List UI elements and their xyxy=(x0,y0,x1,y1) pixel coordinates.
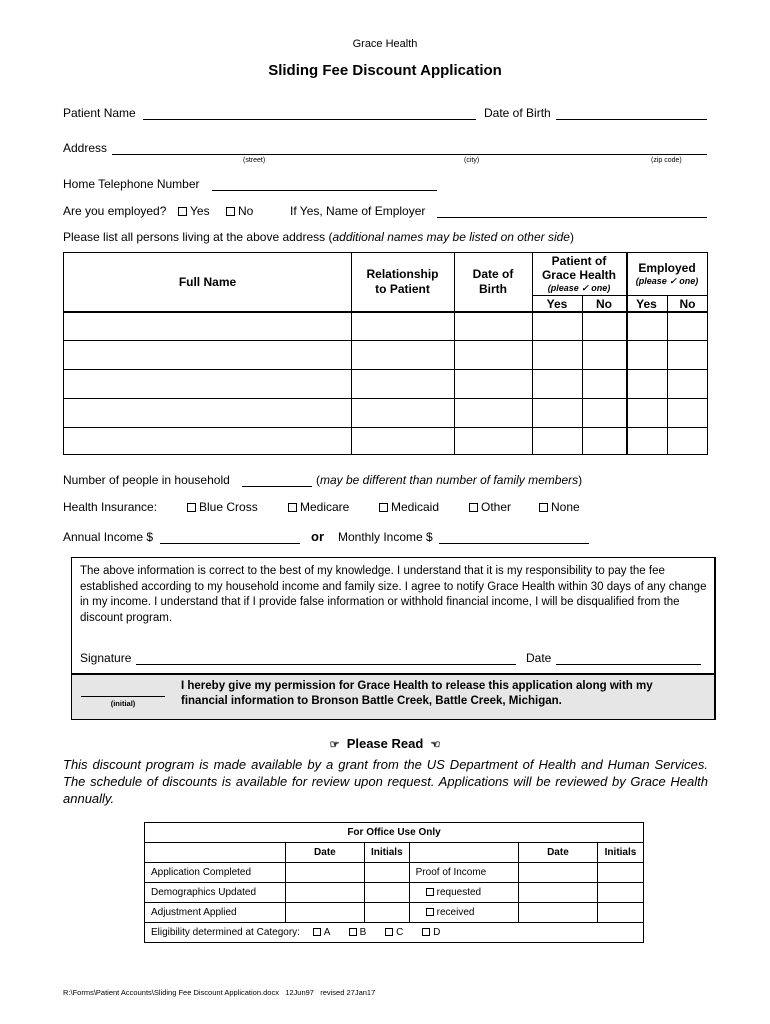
category-a-option[interactable]: A xyxy=(313,927,330,938)
annual-income-label: Annual Income $ xyxy=(63,530,154,544)
employed-no-option[interactable]: No xyxy=(226,204,253,218)
col-dob-1: Date of xyxy=(472,267,514,281)
checkbox-icon xyxy=(313,928,321,936)
office-date-header-2: Date xyxy=(518,843,597,863)
checkbox-icon xyxy=(426,908,434,916)
employer-field[interactable] xyxy=(437,204,707,218)
footer-path: R:\Forms\Patient Accounts\Sliding Fee Discount Application.docx 12Jun97 revised 27Jan17 xyxy=(63,988,376,997)
table-row[interactable] xyxy=(64,399,708,427)
table-row[interactable] xyxy=(64,428,708,454)
please-read-heading: ☞ Please Read ☜ xyxy=(329,736,441,751)
checkbox-icon xyxy=(379,503,388,512)
col-full-name: Full Name xyxy=(178,275,237,289)
list-instruction: Please list all persons living at the above address (additional names may be listed on other side) xyxy=(63,230,574,244)
office-requested-option[interactable]: requested xyxy=(409,883,518,903)
checkbox-icon xyxy=(226,207,235,216)
form-title: Sliding Fee Discount Application xyxy=(268,62,502,79)
income-or: or xyxy=(311,529,324,544)
phone-field[interactable] xyxy=(212,177,437,191)
col-relationship-1: Relationship xyxy=(366,267,439,281)
permission-line-1: I hereby give my permission for Grace Health to release this application along with my xyxy=(181,680,653,692)
signature-field[interactable] xyxy=(136,651,516,665)
office-row-adjustment: Adjustment Applied xyxy=(145,903,286,923)
household-count-field[interactable] xyxy=(242,473,312,487)
col-relationship-2: to Patient xyxy=(375,282,430,296)
col-employed: Employed xyxy=(638,261,696,275)
table-row[interactable] xyxy=(64,370,708,398)
col-patient-of-2: Grace Health xyxy=(541,268,617,282)
patient-name-field[interactable] xyxy=(143,106,476,120)
employed-yes-option[interactable]: Yes xyxy=(178,204,210,218)
signature-label: Signature xyxy=(80,651,132,665)
insurance-medicare[interactable]: Medicare xyxy=(288,500,349,514)
office-row-demographics: Demographics Updated xyxy=(145,883,286,903)
insurance-other[interactable]: Other xyxy=(469,500,511,514)
checkbox-icon xyxy=(178,207,187,216)
notice-text: This discount program is made available by a grant from the US Department of Health and Human Services. The schedule of discounts is available for review upon request. Applications will be reviewed by Grace Health annually. xyxy=(63,757,708,806)
office-date-header: Date xyxy=(285,843,364,863)
patient-name-label: Patient Name xyxy=(63,106,136,120)
category-d-option[interactable]: D xyxy=(422,927,440,938)
employed-question: Are you employed? xyxy=(63,204,167,218)
pointing-hand-icon: ☜ xyxy=(430,739,441,751)
office-row-app-completed: Application Completed xyxy=(145,863,286,883)
office-eligibility-row: Eligibility determined at Category: A B C D xyxy=(145,923,644,943)
table-row[interactable] xyxy=(64,341,708,369)
signature-date-field[interactable] xyxy=(556,651,701,665)
address-label: Address xyxy=(63,141,108,155)
household-count-label: Number of people in household xyxy=(63,473,230,487)
insurance-medicaid[interactable]: Medicaid xyxy=(379,500,439,514)
household-table xyxy=(63,252,708,455)
col-employed-no: No xyxy=(679,297,696,311)
initial-field[interactable] xyxy=(81,683,165,697)
certification-text: The above information is correct to the best of my knowledge. I understand that it is my responsibility to pay the fee established according to my household income and family size. I agree to notify Grace Health within 30 days of any change in my income. I understand that if I provide false information or withhold financial income, I will be disqualified from the discount program. xyxy=(80,565,707,624)
phone-label: Home Telephone Number xyxy=(63,177,200,191)
certification-box xyxy=(71,557,716,720)
insurance-blue-cross[interactable]: Blue Cross xyxy=(187,500,258,514)
checkbox-icon xyxy=(539,503,548,512)
office-initials-header: Initials xyxy=(364,843,409,863)
col-patient-please-one: (please ✓ one) xyxy=(547,283,611,293)
signature-date-label: Date xyxy=(526,651,552,665)
table-row[interactable] xyxy=(64,312,708,340)
office-initials-header-2: Initials xyxy=(598,843,644,863)
col-employed-yes: Yes xyxy=(636,297,657,311)
employer-label: If Yes, Name of Employer xyxy=(290,204,426,218)
checkbox-icon xyxy=(187,503,196,512)
street-caption: (street) xyxy=(243,157,266,164)
checkbox-icon xyxy=(426,888,434,896)
permission-line-2: financial information to Bronson Battle Creek, Battle Creek, Michigan. xyxy=(181,695,562,707)
monthly-income-field[interactable] xyxy=(439,530,589,544)
checkbox-icon xyxy=(385,928,393,936)
monthly-income-label: Monthly Income $ xyxy=(338,530,433,544)
zip-caption: (zip code) xyxy=(651,157,682,164)
col-patient-no: No xyxy=(596,297,612,311)
col-patient-yes: Yes xyxy=(546,297,568,311)
city-caption: (city) xyxy=(464,157,480,164)
col-employed-please-one: (please ✓ one) xyxy=(635,276,699,286)
office-title: For Office Use Only xyxy=(145,823,644,843)
initial-caption: (initial) xyxy=(110,699,136,708)
checkbox-icon xyxy=(469,503,478,512)
checkbox-icon xyxy=(288,503,297,512)
checkbox-icon xyxy=(422,928,430,936)
household-note: (may be different than number of family members) xyxy=(316,473,583,487)
dob-label: Date of Birth xyxy=(484,106,551,120)
insurance-label: Health Insurance: xyxy=(63,500,158,514)
org-name: Grace Health xyxy=(352,38,418,50)
office-received-option[interactable]: received xyxy=(409,903,518,923)
col-patient-of-1: Patient of xyxy=(551,254,607,268)
office-proof-income: Proof of Income xyxy=(409,863,518,883)
annual-income-field[interactable] xyxy=(160,530,300,544)
category-c-option[interactable]: C xyxy=(385,927,403,938)
address-field[interactable] xyxy=(112,141,707,155)
permission-strip xyxy=(72,673,714,719)
col-dob-2: Birth xyxy=(479,282,507,296)
pointing-hand-icon: ☞ xyxy=(329,739,340,751)
office-use-table xyxy=(144,822,644,943)
insurance-none[interactable]: None xyxy=(539,500,580,514)
dob-field[interactable] xyxy=(556,106,707,120)
checkbox-icon xyxy=(349,928,357,936)
category-b-option[interactable]: B xyxy=(349,927,367,938)
